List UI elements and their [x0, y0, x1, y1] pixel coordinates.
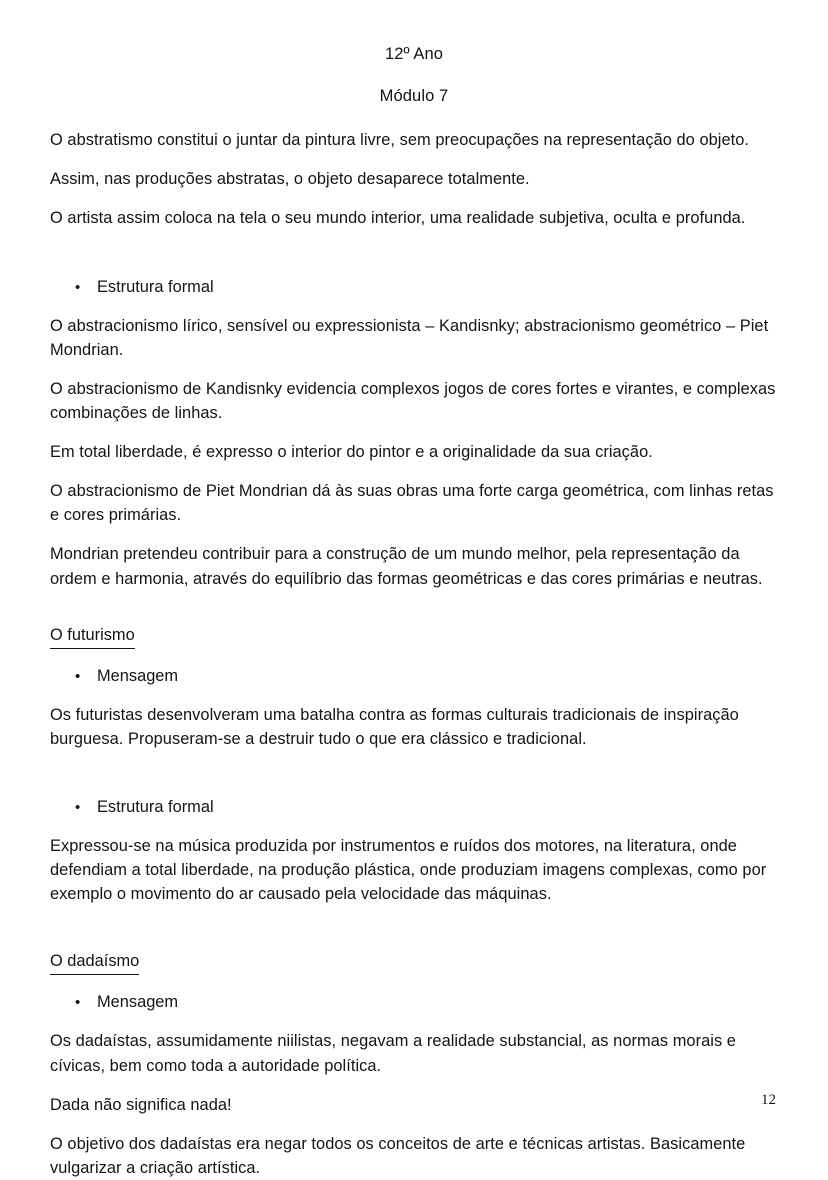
- list-item: [50, 664, 778, 688]
- paragraph: Em total liberdade, é expresso o interior do pintor e a originalidade da sua criação.: [50, 443, 653, 462]
- paragraph: Dada não significa nada!: [50, 1095, 232, 1114]
- list-item: [50, 795, 778, 819]
- bullet-point-icon: •: [75, 278, 81, 296]
- paragraph: Os dadaístas, assumidamente niilistas, negavam a realidade substancial, as normas morais e cívicas, bem como toda a autoridade política.: [50, 1032, 736, 1075]
- abstractionism-section: [0, 275, 828, 591]
- list-item-label: Mensagem: [97, 666, 179, 685]
- page-number: 12: [761, 1092, 776, 1108]
- spacer: [50, 751, 778, 795]
- bullet-point-icon: •: [75, 994, 81, 1012]
- spacer: [50, 1014, 778, 1029]
- spacer: [0, 591, 828, 624]
- paragraph: Mondrian pretendeu contribuir para a construção de um mundo melhor, pela representação da ordem e harmonia, através do equilíbrio das formas geométricas e das cores primárias e neutras.: [50, 545, 763, 588]
- bullet-point-icon: •: [75, 798, 81, 816]
- header-year-line: 12º Ano: [384, 45, 444, 63]
- spacer: [0, 906, 828, 950]
- spacer: [50, 1117, 778, 1132]
- spacer: [50, 1078, 778, 1093]
- spacer: [50, 819, 778, 834]
- paragraph: O objetivo dos dadaístas era negar todos os conceitos de arte e técnicas artistas. Basicamente vulgarizar a criação artística.: [50, 1134, 746, 1177]
- section-heading: O dadaísmo: [50, 950, 139, 975]
- spacer: [50, 527, 778, 542]
- paragraph: O abstracionismo lírico, sensível ou expressionista – Kandisnky; abstracionismo geométrico – Piet Mondrian.: [50, 316, 769, 359]
- paragraph: Expressou-se na música produzida por instrumentos e ruídos dos motores, na literatura, onde defendiam a total liberdade, na produção plástica, onde produziam imagens complexas, como por exemplo o movimento do ar causado pela velocidade das máquinas.: [50, 837, 767, 904]
- dadaism-section: [0, 950, 828, 1180]
- intro-section: [0, 128, 828, 230]
- spacer: [0, 231, 828, 275]
- list-item-label: Estrutura formal: [97, 797, 214, 816]
- spacer: [50, 975, 778, 990]
- bullet-point-icon: •: [75, 667, 81, 685]
- list-item-label: Mensagem: [97, 993, 179, 1012]
- futurism-heading-wrap: [50, 624, 778, 649]
- section-heading: O futurismo: [50, 624, 135, 649]
- spacer: [50, 299, 778, 314]
- paragraph: O abstracionismo de Kandisnky evidencia complexos jogos de cores fortes e virantes, e complexas combinações de linhas.: [50, 379, 776, 423]
- paragraph: O artista assim coloca na tela o seu mundo interior, uma realidade subjetiva, oculta e profunda.: [50, 209, 746, 228]
- spacer: [50, 464, 778, 479]
- list-item: [50, 275, 778, 299]
- paragraph: O abstracionismo de Piet Mondrian dá às suas obras uma forte carga geométrica, com linhas retas e cores primárias.: [50, 482, 774, 525]
- dadaism-heading-wrap: [50, 950, 778, 975]
- spacer: [0, 106, 828, 128]
- paragraph: Os futuristas desenvolveram uma batalha contra as formas culturais tradicionais de inspiração burguesa. Propuseram-se a destruir tudo o que era clássico e tradicional.: [50, 705, 739, 748]
- spacer: [50, 362, 778, 377]
- header-module-line: Módulo 7: [379, 86, 449, 105]
- paragraph: O abstratismo constitui o juntar da pintura livre, sem preocupações na representação do objeto.: [50, 131, 750, 150]
- spacer: [50, 425, 778, 440]
- spacer: [50, 649, 778, 664]
- futurism-section: [0, 624, 828, 907]
- spacer: [50, 191, 778, 206]
- spacer: [50, 152, 778, 167]
- spacer: [50, 688, 778, 703]
- list-item-label: Estrutura formal: [97, 277, 214, 296]
- paragraph: Assim, nas produções abstratas, o objeto desaparece totalmente.: [50, 170, 530, 189]
- list-item: [50, 990, 778, 1014]
- document-header: [0, 0, 828, 106]
